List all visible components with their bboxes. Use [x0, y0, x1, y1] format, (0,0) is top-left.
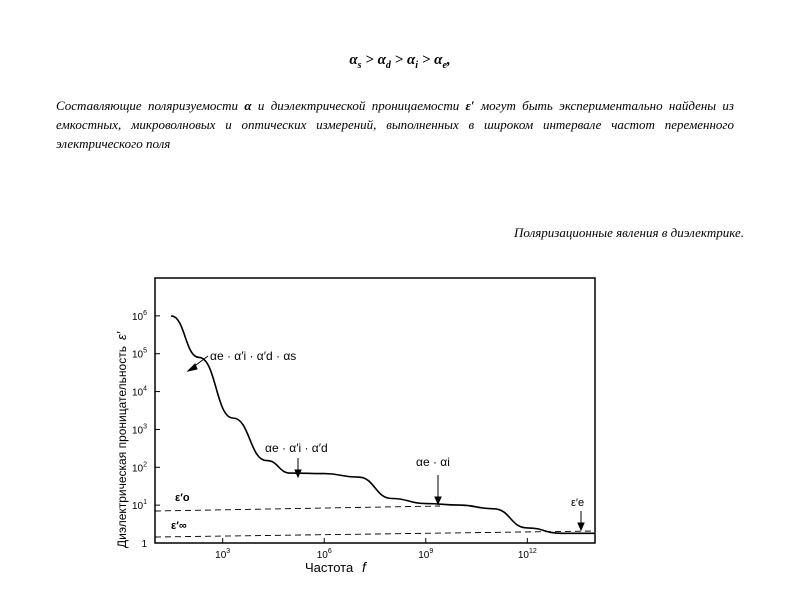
alpha-symbol: α	[349, 52, 358, 68]
gt-sign: >	[421, 52, 431, 68]
y-tick-label: $10^1$	[131, 499, 147, 513]
arrowhead-ei	[435, 497, 441, 504]
eps0-dashed-line	[155, 506, 440, 511]
y-tick-label: $10^4$	[131, 385, 147, 399]
alpha-symbol: α	[377, 52, 386, 68]
y-tick-label: $10^6$	[131, 309, 147, 323]
y-ticks	[132, 310, 160, 550]
y-tick-label: $10^3$	[131, 423, 147, 437]
subscript-e: e	[442, 60, 447, 71]
para-text-1: Составляющие поляризуемости	[56, 98, 239, 113]
epsilon-symbol: ε′	[465, 98, 475, 113]
y-tick-label: 1	[141, 539, 147, 550]
x-axis-label: Частота	[305, 560, 354, 575]
annotation-arrows	[188, 356, 584, 530]
epsinf-dashed-line	[155, 531, 595, 537]
x-tick-label: $10^3$	[215, 548, 231, 561]
gt-sign: >	[394, 52, 404, 68]
para-text-3: могут быть экспериментально найдены из емкостных, микроволновых и оптических измерений, выполненных в широком интервале частот переменного электрического поля	[56, 98, 734, 151]
label-epse: ε′e	[571, 497, 585, 509]
arrowhead-epse	[578, 523, 584, 530]
label-eid-polarizabilities: αe · α′i · α′d	[265, 441, 328, 455]
gt-sign: >	[365, 52, 374, 68]
x-axis-symbol: f	[362, 559, 366, 575]
alpha-symbol: α	[406, 52, 416, 68]
label-epsinf: ε′∞	[171, 520, 187, 532]
x-tick-label: $10^6$	[316, 548, 332, 561]
x-tick-label: $10^{12}$	[517, 548, 537, 561]
label-ei-polarizabilities: αe · αi	[416, 455, 450, 469]
subscript-d: d	[385, 60, 391, 71]
x-tick-label: $10^9$	[418, 548, 434, 561]
para-text-2: и диэлектрической проницаемости	[257, 98, 460, 113]
label-eps0: ε′o	[175, 492, 190, 504]
y-tick-label: $10^5$	[131, 347, 147, 361]
alpha-symbol: α	[434, 52, 443, 68]
alpha-symbol: α	[244, 98, 252, 113]
subscript-i: i	[415, 60, 419, 71]
label-all-polarizabilities: αe · α′i · α′d · αs	[210, 349, 297, 363]
arrowhead-all	[188, 364, 197, 371]
plot-frame	[155, 278, 595, 543]
subscript-s: s	[357, 60, 362, 71]
formula-comma: ,	[446, 52, 451, 68]
y-axis-symbol: ε′	[114, 331, 129, 340]
y-axis-label: Диэлектрическая проницательность	[115, 346, 129, 548]
y-tick-label: $10^2$	[131, 461, 147, 475]
x-ticks	[215, 538, 537, 561]
figure-caption: Поляризационные явления в диэлектрике.	[514, 225, 744, 240]
